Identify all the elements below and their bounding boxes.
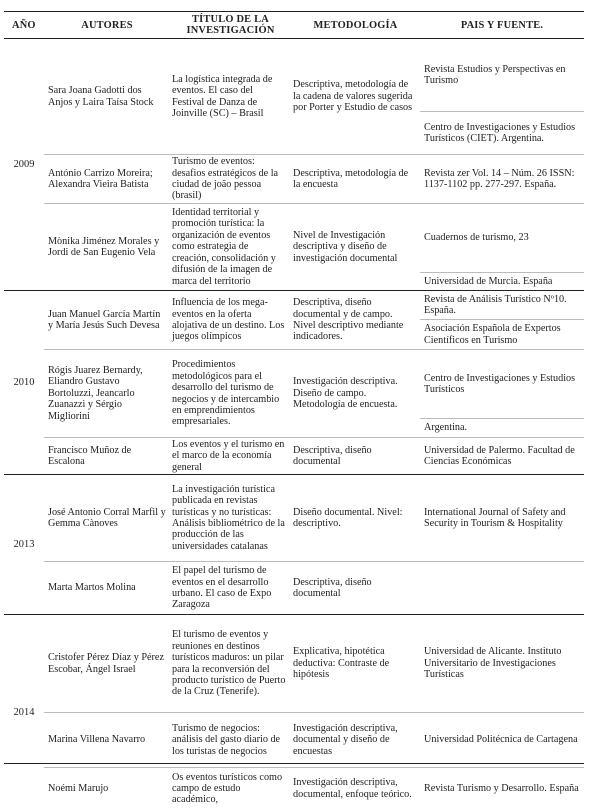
metodologia-cell: Investigación descriptiva, documental, enfoque teórico. [293, 777, 412, 800]
autores-cell: Juan Manuel García Martín y María Jesús Such Devesa [48, 308, 161, 331]
year-cell: 2010 [4, 291, 44, 475]
year-cell: 2013 [4, 475, 44, 615]
table-row [4, 350, 584, 438]
titulo-cell: La investigación turística publicada en revistas turísticas y no turísticas: Análisis bibliométrico de la producción de las universidades catalanas [172, 483, 285, 552]
titulo-cell: Los eventos y el turismo en el marco de la economía general [172, 438, 285, 473]
titulo-cell: Procedimientos metodológicos para el desarrollo del turismo de negocios y de intercambio en emprendimientos empresariales. [172, 359, 280, 428]
autores-cell: Marina Villena Navarro [48, 734, 146, 746]
metodologia-cell: Diseño documental. Nivel: descriptivo. [293, 506, 403, 529]
autores-cell: Noémi Marujo [48, 783, 109, 795]
table-row [4, 39, 584, 112]
table-row [4, 562, 584, 615]
table-row [4, 204, 584, 291]
table-row [4, 768, 584, 810]
table-row [4, 291, 584, 350]
fuente-cell: Revista Turismo y Desarrollo. España [424, 783, 579, 795]
table-header-row [4, 12, 584, 39]
metodologia-cell: Descriptiva, diseño documental [293, 576, 372, 599]
metodologia-cell: Descriptiva, diseño documental [293, 444, 372, 467]
fuente-cell: Argentina. [420, 418, 584, 437]
table-row [4, 475, 584, 562]
table-row [4, 438, 584, 475]
metodologia-cell: Descriptiva, metodología de la cadena de valores sugerida por Porter y Estudio de casos [293, 79, 413, 114]
header-metodologia: METODOLOGÍA [291, 12, 420, 39]
fuente-cell: Cuadernos de turismo, 23 [424, 232, 529, 244]
year-cell: 2009 [4, 39, 44, 291]
metodologia-cell: Descriptiva, diseño documental y de campo. Nivel descriptivo mediante indicadores. [293, 297, 404, 343]
fuente-cell: International Journal of Safety and Security in Tourism & Hospitality [424, 506, 566, 529]
titulo-cell: El turismo de eventos y reuniones en destinos turísticos maduros: un pilar para la reconversión del producto turístico de Puerto de la Cruz (Tenerife). [172, 629, 286, 698]
table-row [4, 155, 584, 204]
table-bottom-rule [4, 763, 584, 764]
header-fuente: PAIS Y FUENTE. [420, 12, 584, 39]
fuente-cell: Revista de Análisis Turístico Nº10. España. [424, 293, 567, 316]
metodologia-cell: Nivel de Investigación descriptiva y diseño de investigación documental [293, 229, 398, 264]
fuente-cell: Universidad de Alicante. Instituto Universitario de Investigaciones Turísticas [424, 646, 562, 681]
fuente-cell: Universidad de Palermo. Facultad de Ciencias Económicas [424, 444, 575, 467]
metodologia-cell: Explicativa, hipotética deductiva: Contraste de hipótesis [293, 646, 390, 681]
header-autores: AUTORES [44, 12, 170, 39]
autores-cell: António Carrizo Moreira; Alexandra Vieira Batista [48, 167, 153, 190]
fuente-cell: Universidad de Murcia. España [420, 272, 584, 290]
autores-cell: Rógis Juarez Bernardy, Eliandro Gustavo Bortoluzzi, Jeancarlo Zuanazzi y Sérgio Migliorini [48, 364, 143, 422]
fuente-cell: Revista zer Vol. 14 – Núm. 26 ISSN: 1137-1102 pp. 277-297. España. [424, 167, 575, 190]
titulo-cell: Turismo de eventos: desafios estratégicos de la ciudad de joão pessoa (brasil) [172, 156, 279, 202]
autores-cell: Mònika Jiménez Morales y Jordi de San Eugenio Vela [48, 235, 160, 258]
year-cell: 2014 [4, 615, 44, 810]
fuente-cell: Asociación Española de Expertos Científicos en Turismo [420, 319, 584, 349]
titulo-cell: Influencia de los mega-eventos en la oferta alojativa de un destino. Los juegos olímpicos [172, 297, 285, 343]
autores-cell: Marta Martos Molina [48, 582, 136, 594]
autores-cell: Sara Joana Gadotti dos Anjos y Laira Taísa Stock [48, 85, 154, 108]
titulo-cell: El papel del turismo de eventos en el desarrollo urbano. El caso de Expo Zaragoza [172, 565, 272, 611]
fuente-cell: Universidad Politécnica de Cartagena [424, 734, 578, 746]
titulo-cell: La logística integrada de eventos. El caso del Festival de Danza de Joinville (SC) – Brasil [172, 73, 273, 119]
autores-cell: Cristofer Pérez Díaz y Pérez Escobar, Ángel Israel [48, 652, 164, 675]
metodologia-cell: Descriptiva, metodología de la encuesta [293, 167, 409, 190]
titulo-cell: Identidad territorial y promoción turística: la organización de eventos como estrategia de creación, consolidación y difusión de la imagen de marca del territorio [172, 207, 276, 287]
header-titulo: TÍTULO DE LA INVESTIGACIÓN [170, 12, 291, 39]
titulo-cell: Turismo de negocios: análisis del gasto diario de los turistas de negocios [172, 722, 281, 757]
metodologia-cell: Investigación descriptiva. Diseño de campo. Metodología de encuesta. [293, 376, 398, 411]
research-table [4, 11, 584, 810]
titulo-cell: Os eventos turísticos como campo de estudo académico, [172, 771, 283, 806]
fuente-cell: Revista Estudios y Perspectivas en Turismo [424, 63, 566, 86]
header-anio: AÑO [4, 12, 44, 39]
fuente-cell: Centro de Investigaciones y Estudios Turísticos [424, 372, 576, 395]
table-row [4, 713, 584, 768]
fuente-cell: Centro de Investigaciones y Estudios Turísticos (CIET). Argentina. [424, 121, 576, 144]
table-row [4, 615, 584, 713]
metodologia-cell: Investigación descriptiva, documental y diseño de encuestas [293, 722, 398, 757]
autores-cell: José Antonio Corral Marfil y Gemma Cànoves [48, 506, 166, 529]
autores-cell: Francisco Muñoz de Escalona [48, 444, 132, 467]
